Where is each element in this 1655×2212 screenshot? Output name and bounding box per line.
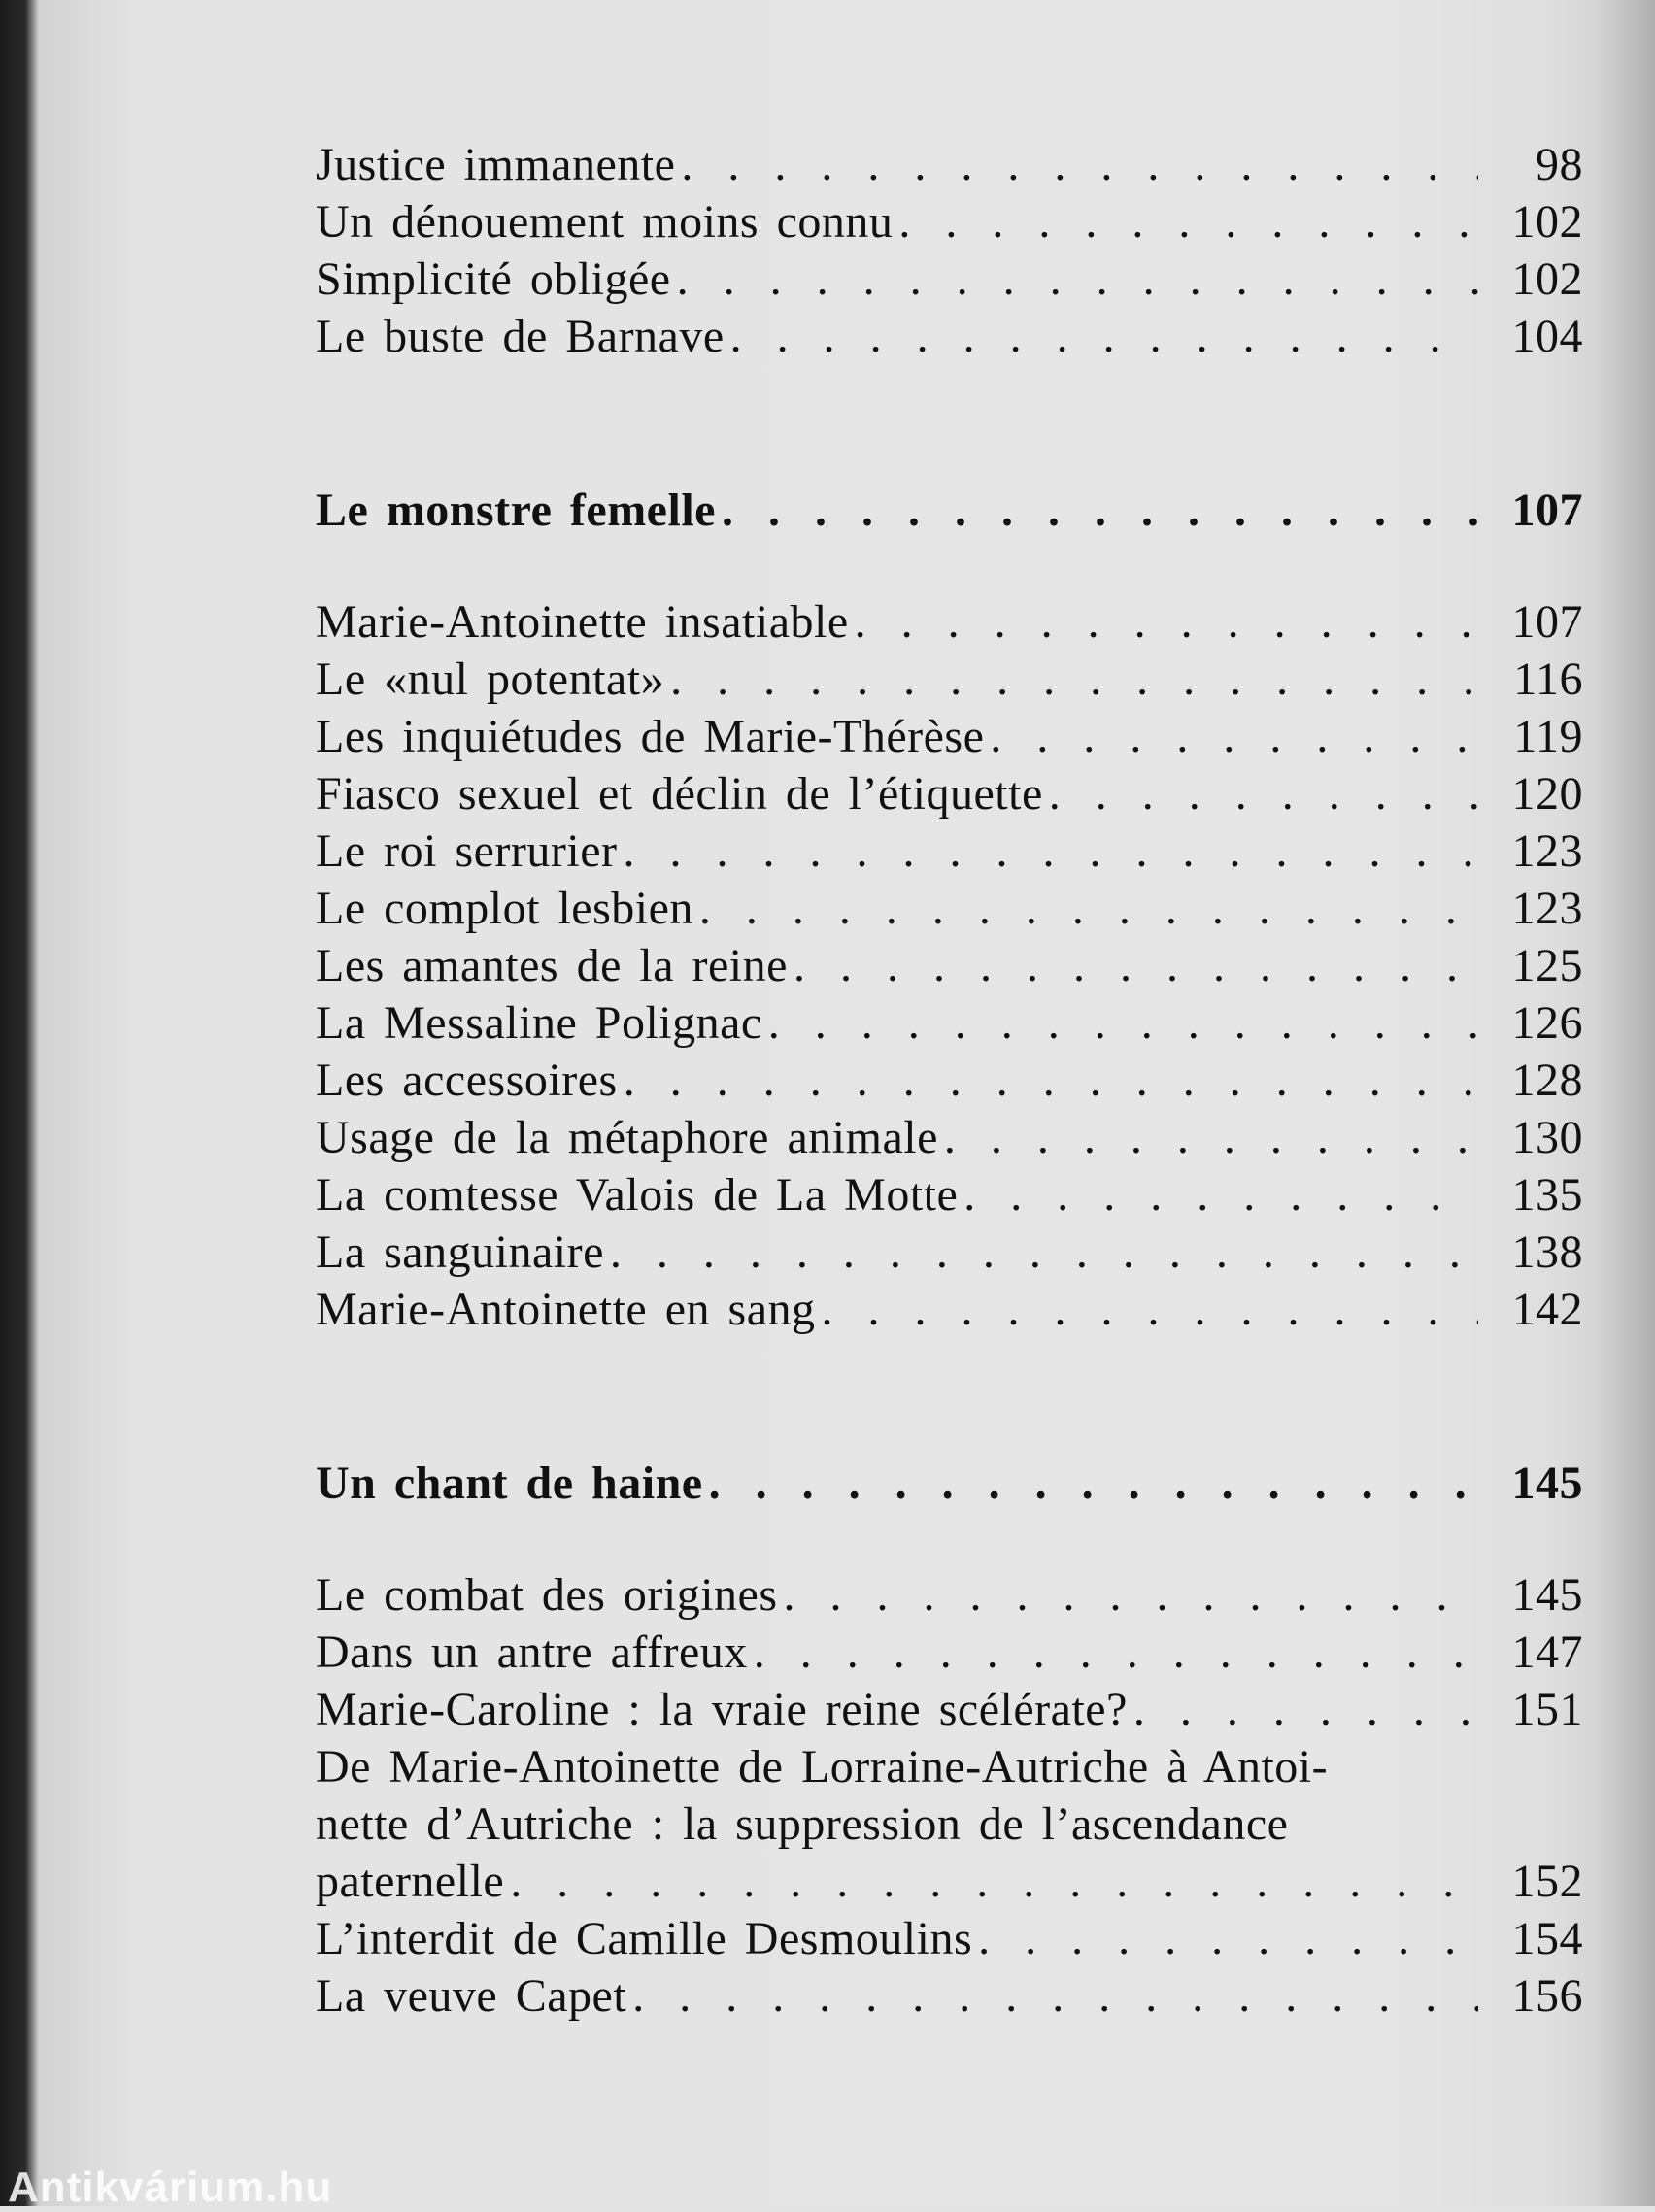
toc-entry: Fiasco sexuel et déclin de l’étiquette . . . 120 [316,765,1583,822]
page-shadow [1597,0,1655,2206]
toc-entry: Justice immanente . . . 98 [316,136,1583,193]
toc-entry: La sanguinaire . . . 138 [316,1223,1583,1281]
toc-entry: Marie-Antoinette insatiable . . . 107 [316,593,1583,651]
toc-entry: Le combat des origines . . . 145 [316,1566,1583,1624]
toc-entry-continued-line: De Marie-Antoinette de Lorraine-Autriche à Antoi- [316,1741,1329,1793]
toc-entry: Le roi serrurier . . . 123 [316,822,1583,880]
toc-entry: Marie-Antoinette en sang . . . 142 [316,1281,1583,1338]
toc-entry: Dans un antre affreux . . . 147 [316,1624,1583,1681]
toc-section-heading: Un chant de haine . . . 145 [316,1455,1583,1512]
toc-entry: Le complot lesbien . . . 123 [316,880,1583,937]
toc-entry: Marie-Caroline : la vraie reine scélérate? . . . 151 [316,1681,1583,1738]
toc-entry: paternelle . . . 152 [316,1853,1583,1910]
toc-entry: Un dénouement moins connu . . . 102 [316,193,1583,251]
toc-entry: La Messaline Polignac . . . 126 [316,994,1583,1052]
toc-entry: La veuve Capet . . . 156 [316,1967,1583,2025]
watermark: Antikvárium.hu [8,2163,333,2211]
toc-entry: Le «nul potentat» . . . 116 [316,651,1583,708]
toc-entry: La comtesse Valois de La Motte . . . 135 [316,1166,1583,1223]
toc-entry: Les inquiétudes de Marie-Thérèse . . . 119 [316,708,1583,765]
toc-section-heading: Le monstre femelle . . . 107 [316,482,1583,539]
toc-entry: Usage de la métaphore animale . . . 130 [316,1109,1583,1166]
toc-entry: L’interdit de Camille Desmoulins . . . 154 [316,1910,1583,1967]
toc-entry-continued-line: nette d’Autriche : la suppression de l’ascendance [316,1798,1289,1850]
table-of-contents [316,136,1583,2025]
toc-entry: Simplicité obligée . . . 102 [316,251,1583,308]
toc-entry: Les amantes de la reine . . . 125 [316,937,1583,994]
toc-entry: Les accessoires . . . 128 [316,1052,1583,1109]
toc-entry: Le buste de Barnave . . . 104 [316,308,1583,365]
